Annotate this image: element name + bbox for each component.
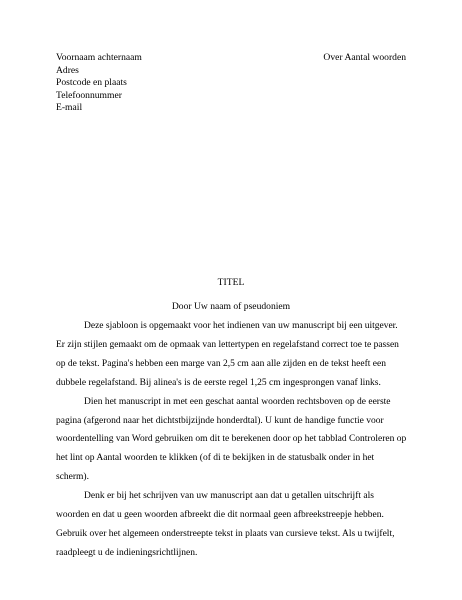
- author-email: E-mail: [56, 102, 83, 114]
- word-count: Over Aantal woorden: [323, 52, 406, 63]
- document-title: TITEL: [217, 277, 245, 288]
- author-name: Voornaam achternaam: [56, 52, 142, 63]
- paragraph: Deze sjabloon is opgemaakt voor het indienen van uw manuscript bij een uitgever. Er zijn stijlen gemaakt om de opmaak van lettertypen en regelafstand correct toe te passen op de tekst. Pagina's hebben een marge van 2,5 cm aan alle zijden en de tekst heeft een dubbele regelafstand. Bij alinea's is de eerste regel 1,25 cm ingesprongen vanaf links.: [56, 321, 399, 388]
- contact-block: [56, 52, 142, 115]
- author-phone: Telefoonnummer: [56, 89, 122, 101]
- byline: Door Uw naam of pseudoniem: [171, 301, 291, 312]
- author-address: Adres: [56, 64, 79, 76]
- body-text: [56, 317, 407, 563]
- paragraph: Denk er bij het schrijven van uw manuscript aan dat u getallen uitschrijft als woorden en dat u geen woorden afbreekt die dit normaal geen afbreekstreepje hebben. Gebruik over het algemeen onderstreepte tekst in plaats van cursieve tekst. Als u twijfelt, raadpleegt u de indieningsrichtlijnen.: [56, 491, 395, 558]
- paragraph: Dien het manuscript in met een geschat aantal woorden rechtsboven op de eerste pagina (afgerond naar het dichtstbijzijnde honderdtal). U kunt de handige functie voor woordentelling van Word gebruiken om dit te berekenen door op het tabblad Controleren op het lint op Aantal woorden te klikken (of di te bekijken in de statusbalk onder in het scherm).: [56, 396, 407, 483]
- author-postal-city: Postcode en plaats: [56, 77, 127, 89]
